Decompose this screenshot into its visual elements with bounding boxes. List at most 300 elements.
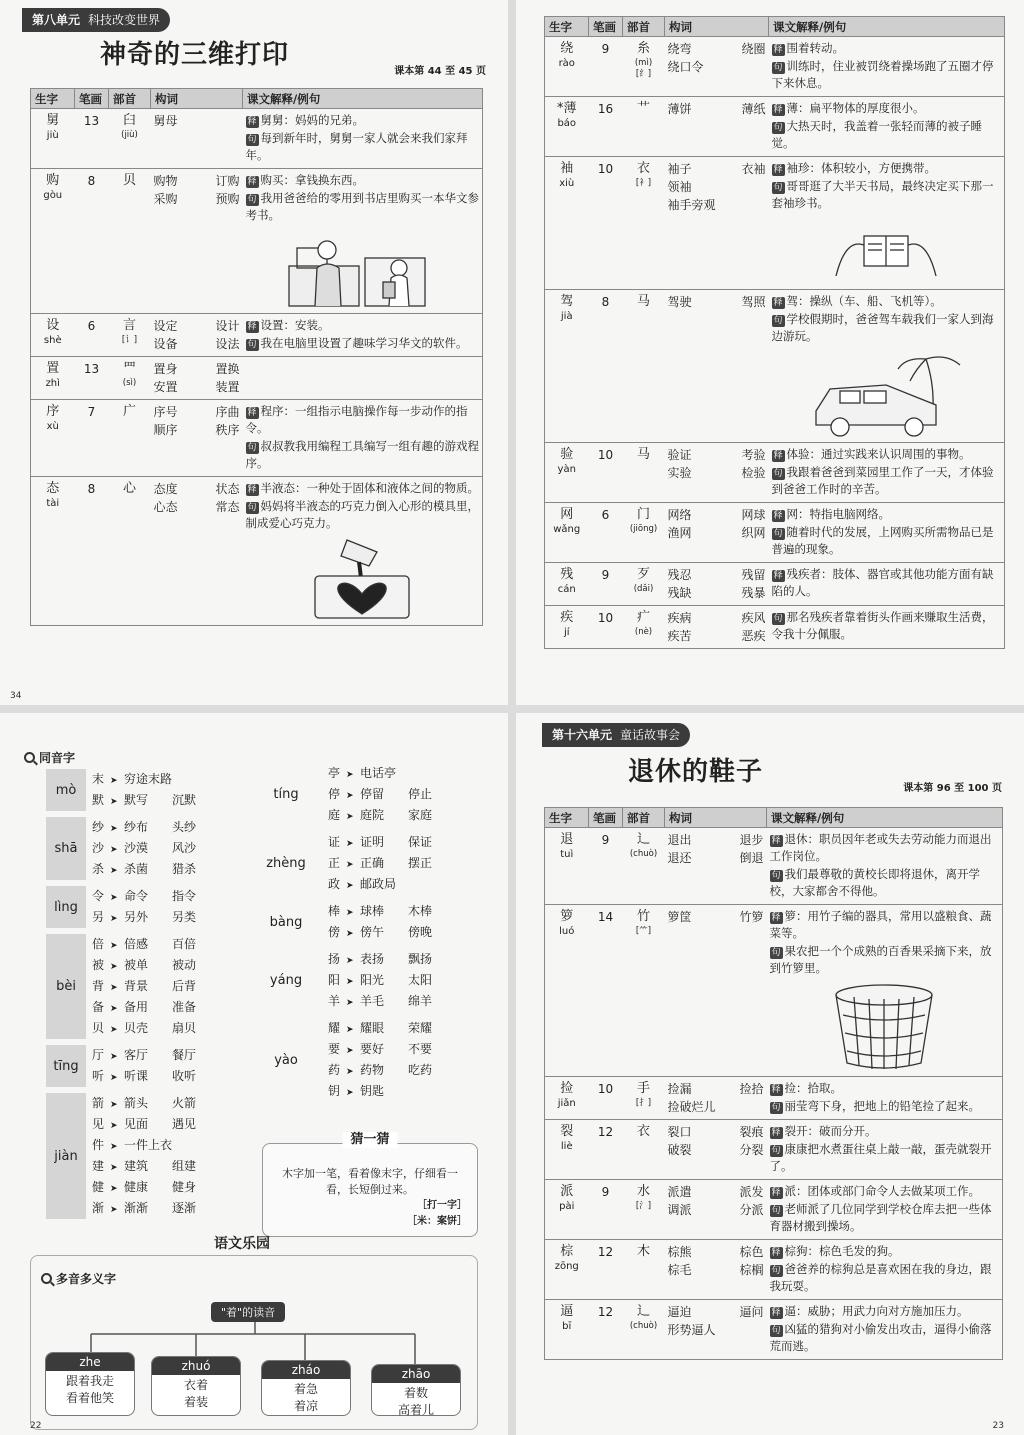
stroke-count: 10 [589,1077,623,1120]
homophone-row: 渐 ➤ 渐渐 逐渐 [92,1198,220,1219]
homophone-row: 傍 ➤ 傍午 傍晚 [328,922,456,943]
definition-line: 句 老师派了几位同学到学校仓库去把一些体育器材搬到操场。 [769,1202,992,1233]
compound-words-cell [151,357,243,400]
page-left-bottom [0,713,508,1435]
definition-line: 释 舅舅：妈妈的兄弟。 [247,113,365,127]
compound-words-b: 衣袖 [741,162,766,176]
compound-words-a: 退出 退还 [667,833,692,865]
explanation-tag: 释 [771,1085,781,1095]
page-title: 神奇的三维打印 [100,40,290,70]
reading-words: 着数 高着儿 [397,1386,434,1417]
compound-words-b: 状态 常态 [215,482,240,514]
arrow-icon: ➤ [346,956,354,966]
compound-words-a: 购物 采购 [153,174,178,206]
character: 置 [46,361,60,376]
character: 购 [46,173,60,188]
explanation-tag: 释 [773,165,783,175]
homophone-group [250,901,456,943]
homophone-row: 证 ➤ 证明 保证 [328,832,456,853]
homophone-row: 听 ➤ 听课 收听 [92,1066,220,1087]
radical: 衣 [636,1124,650,1139]
compound-words-cell [665,828,767,905]
compound-words-b: 竹箩 [739,910,764,924]
radical-cell [623,828,665,905]
compound-words-a: 裂口 破裂 [667,1125,692,1157]
pocket-book-illustration [826,216,946,286]
character: 态 [46,481,60,496]
definition-line: 句 哥哥逛了大半天书局，最终决定买下那一套袖珍书。 [771,179,994,210]
compound-words-b: 序曲 秩序 [215,405,240,437]
compound-words-cell [665,1180,767,1240]
character-cell [545,290,589,443]
compound-words-a: 薄饼 [667,102,692,116]
radical: 马 [636,447,650,462]
arrow-icon: ➤ [346,908,354,918]
definition-cell [243,169,483,314]
column-header: 课文解释/例句 [767,808,1003,828]
table-row [31,314,483,357]
example-tag: 句 [771,871,781,881]
stroke-count: 8 [75,169,109,314]
character-cell [545,1120,589,1180]
homophone-row: 沙 ➤ 沙漠 风沙 [92,838,220,859]
reading-box [45,1352,135,1416]
table-row [545,1240,1003,1300]
arrow-icon: ➤ [346,1067,354,1077]
definition-cell [769,503,1005,563]
definition-line: 释 捡：拾取。 [771,1081,843,1095]
radical-cell [109,169,151,314]
definition-cell [767,905,1003,1077]
pinyin: luó [559,926,575,937]
search-icon [41,1273,52,1284]
radical-note: (sì) [122,378,137,388]
compound-words-b: 网球 织网 [741,508,766,540]
park-title: 语文乐园 [214,1236,270,1252]
radical: 手 [636,1081,650,1096]
homophone-pinyin: tīng [46,1045,86,1087]
arrow-icon: ➤ [110,1121,118,1131]
radical: 水 [636,1184,650,1199]
stroke-count: 12 [589,1240,623,1300]
definition-line: 释 逼：威胁；用武力向对方施加压力。 [771,1304,969,1318]
radical-note: [⺮] [635,926,652,936]
arrow-icon: ➤ [110,1205,118,1215]
unit-bar: 第十六单元 童话故事会 [542,723,690,747]
table-row [545,503,1005,563]
radical-note: (mì) [纟] [634,58,653,79]
character-cell [545,157,589,290]
radical: 糸 [636,41,650,56]
arrow-icon: ➤ [110,1052,118,1062]
definition-cell [243,477,483,626]
character-cell [31,314,75,357]
compound-words-b: 退步 倒退 [739,833,764,865]
arrow-icon: ➤ [110,1073,118,1083]
character: 序 [46,404,60,419]
character: 舅 [46,113,60,128]
homophone-row: 厅 ➤ 客厅 餐厅 [92,1045,220,1066]
compound-words-b: 疾风 恶疾 [741,611,766,643]
radical-cell [109,400,151,477]
compound-words-b: 捡拾 [739,1082,764,1096]
pinyin: zōng [554,1261,579,1272]
definition-cell [767,1180,1003,1240]
arrow-icon: ➤ [346,881,354,891]
definition-line: 句 丽莹弯下身，把地上的铅笔捡了起来。 [771,1099,981,1113]
definition-cell [769,97,1005,157]
definition-line: 释 派：团体或部门命令人去做某项工作。 [771,1184,981,1198]
riddle-answer: ［米：案饼］ [407,1216,467,1227]
example-tag: 句 [771,1146,781,1156]
stroke-count: 10 [589,606,623,649]
column-header: 部首 [623,17,665,37]
radical: 罒 [122,361,136,376]
definition-line: 释 体验：通过实践来认识周围的事物。 [773,447,971,461]
compound-words-a: 设定 设备 [153,319,178,351]
example-tag: 句 [771,1206,781,1216]
compound-words-b: 薄纸 [741,102,766,116]
definition-line: 句 训练时，住业被罚绕着操场跑了五圈才停下来休息。 [771,59,994,90]
stroke-count: 6 [589,503,623,563]
definition-line: 句 那名残疾者靠着街头作画来赚取生活费，令我十分佩服。 [771,610,994,641]
pinyin: pài [559,1201,575,1212]
definition-line: 释 半液态：一种处于固体和液体之间的物质。 [247,481,480,495]
character: 疾 [560,610,574,625]
definition-line: 释 网：特指电脑网络。 [773,507,891,521]
example-tag: 句 [247,195,257,205]
arrow-icon: ➤ [110,1100,118,1110]
radical-note: [扌] [635,1098,652,1108]
character-cell [31,477,75,626]
table-row [31,109,483,169]
table-header-row [31,89,483,109]
riddle-title: 猜一猜 [342,1132,397,1148]
compound-words-b: 残留 残暴 [741,568,766,600]
homophone-group [46,1045,220,1087]
compound-words-cell [151,400,243,477]
definition-cell [243,400,483,477]
explanation-tag: 释 [771,836,781,846]
reading-pinyin: zhuó [152,1357,240,1375]
textbook-ref: 课本第 96 至 100 页 [903,783,1002,794]
radical: 马 [636,294,650,309]
column-header: 生字 [31,89,75,109]
reading-words: 跟着我走 看着他笑 [65,1374,114,1405]
homophone-row: 杀 ➤ 杀菌 猎杀 [92,859,220,880]
stroke-count: 12 [589,1120,623,1180]
arrow-icon: ➤ [346,977,354,987]
character: 验 [560,447,574,462]
pinyin: yàn [557,464,576,475]
radical-note: [氵] [635,1201,652,1211]
homophone-pinyin: bàng [269,914,303,930]
definition-line: 释 驾：操纵（车、船、飞机等）。 [773,294,942,308]
compound-words-a: 残忍 残缺 [667,568,692,600]
radical: 木 [636,1244,650,1259]
definition-line: 句 康康把水煮蛋往桌上敲一敲，蛋壳就裂开了。 [769,1142,992,1173]
explanation-tag: 释 [771,913,781,923]
homophone-pinyin: zhèng [266,856,306,871]
example-tag: 句 [247,340,257,350]
definition-cell [769,563,1005,606]
pinyin: shè [43,335,62,346]
radical: 辶 [636,832,650,847]
example-tag: 句 [773,614,783,624]
pinyin: zhì [45,378,60,389]
explanation-tag: 释 [247,322,257,332]
homophone-group [46,934,220,1039]
shop-illustration [287,228,437,310]
compound-words-b: 考验 检验 [741,448,766,480]
definition-line: 句 我在电脑里设置了趣味学习华文的软件。 [247,336,468,350]
compound-words-a: 态度 心态 [153,482,178,514]
homophone-row: 羊 ➤ 羊毛 绵羊 [328,991,456,1012]
stroke-count: 13 [75,357,109,400]
radical-cell [109,357,151,400]
table-row [545,37,1005,97]
pinyin: liè [560,1141,573,1152]
stroke-count: 9 [589,828,623,905]
reading-words: 着急 着凉 [293,1382,318,1413]
arrow-icon: ➤ [346,860,354,870]
riddle-hint: ［打一字］ [417,1200,467,1211]
radical-note: (chuò) [629,1321,658,1331]
compound-words-cell [665,563,769,606]
table-row [545,1180,1003,1240]
table-row [31,169,483,314]
homophone-row: 令 ➤ 命令 指令 [92,886,220,907]
homophone-row: 见 ➤ 见面 遇见 [92,1114,220,1135]
definition-cell [769,443,1005,503]
search-icon [24,752,35,763]
compound-words-a: 派遣 调派 [667,1185,692,1217]
homophone-row: 被 ➤ 被单 被动 [92,955,220,976]
radical-cell [623,37,665,97]
explanation-tag: 释 [773,511,783,521]
character-cell [31,400,75,477]
compound-words-cell [151,314,243,357]
compound-words-a: 疾病 疾苦 [667,611,692,643]
explanation-tag: 释 [773,451,783,461]
compound-words-cell [665,905,767,1077]
character: 退 [560,832,574,847]
pinyin: rào [558,58,575,69]
column-header: 笔画 [589,808,623,828]
reading-pinyin: zhāo [372,1365,460,1383]
homophone-group [46,817,220,880]
pinyin: xiù [559,178,575,189]
arrow-icon: ➤ [110,1025,118,1035]
table-row [545,1120,1003,1180]
radical: 辶 [636,1304,650,1319]
homophone-row: 健 ➤ 健康 健身 [92,1177,220,1198]
homophone-group [46,886,220,928]
stroke-count: 14 [589,905,623,1077]
definition-line: 释 退休：职员因年老或失去劳动能力而退出工作岗位。 [769,832,992,863]
vocab-table [544,807,1003,1360]
radical-cell [109,477,151,626]
compound-words-cell [151,109,243,169]
example-tag: 句 [773,123,783,133]
compound-words-cell [665,1120,767,1180]
riddle-text: 木字加一笔，看着像末字，仔细看一看，长短倒过来。 [282,1167,458,1196]
pinyin: jià [560,311,573,322]
reading-box [151,1356,241,1416]
homophone-group [46,769,220,811]
definition-cell [243,314,483,357]
radical-cell [623,290,665,443]
column-header: 生字 [545,17,589,37]
radical-cell [623,157,665,290]
definition-line: 句 爸爸养的棕狗总是喜欢困在我的身边，跟我玩耍。 [769,1262,992,1293]
unit-bar: 第八单元 科技改变世界 [22,8,170,32]
chocolate-pouring-illustration [307,536,417,622]
bamboo-basket-illustration [829,981,939,1073]
definition-line: 释 箩：用竹子编的器具，常用以盛粮食、蔬菜等。 [769,909,992,940]
radical: 竹 [636,909,650,924]
radical-cell [623,1300,665,1360]
definition-cell [767,1300,1003,1360]
table-header-row [545,808,1003,828]
definition-cell [767,1120,1003,1180]
radical-cell [623,1180,665,1240]
definition-line: 释 程序：一组指示电脑操作每一步动作的指令。 [245,404,468,435]
homophone-pinyin: bèi [46,934,86,1039]
character-cell [31,357,75,400]
definition-line: 句 凶猛的猎狗对小偷发出攻击，逼得小偷落荒而逃。 [769,1322,992,1353]
arrow-icon: ➤ [346,791,354,801]
homophone-row: 扬 ➤ 表扬 飘扬 [328,949,456,970]
character-cell [545,606,589,649]
character: 棕 [560,1244,574,1259]
explanation-tag: 释 [771,1128,781,1138]
radical: 门 [636,507,650,522]
example-tag: 句 [773,469,783,479]
explanation-tag: 释 [247,177,257,187]
radical-cell [109,314,151,357]
character: *薄 [556,101,577,116]
homophone-group [250,1018,456,1102]
character: 驾 [560,294,574,309]
homophone-row: 另 ➤ 另外 另类 [92,907,220,928]
table-row [545,157,1005,290]
compound-words-cell [151,477,243,626]
definition-line: 句 果农把一个个成熟的百香果采摘下来，放到竹箩里。 [769,944,992,975]
example-tag: 句 [773,316,783,326]
compound-words-b: 棕色 棕榈 [739,1245,764,1277]
compound-words-a: 绕弯 绕口令 [667,42,704,74]
compound-words-cell [665,97,769,157]
homophone-pinyin: shā [46,817,86,880]
character-cell [545,828,589,905]
stroke-count: 8 [75,477,109,626]
explanation-tag: 释 [771,1188,781,1198]
column-header: 构词 [151,89,243,109]
radical: 歹 [636,567,650,582]
character-cell [545,905,589,1077]
character-cell [545,1240,589,1300]
stroke-count: 7 [75,400,109,477]
radical-cell [623,503,665,563]
definition-line: 释 购买：拿钱换东西。 [247,173,365,187]
radical-note: (dǎi) [633,584,654,594]
stroke-count: 16 [589,97,623,157]
compound-words-cell [665,290,769,443]
arrow-icon: ➤ [110,1184,118,1194]
explanation-tag: 释 [771,1248,781,1258]
homophone-row: 末 ➤ 穷途末路 [92,769,220,790]
character-cell [31,169,75,314]
radical-cell [623,606,665,649]
definition-cell [769,290,1005,443]
compound-words-a: 网络 渔网 [667,508,692,540]
explanation-tag: 释 [773,105,783,115]
radical: 艹 [636,101,650,116]
reading-pinyin: zháo [262,1361,350,1379]
table-row [545,563,1005,606]
table-row [545,290,1005,443]
character-cell [545,443,589,503]
example-tag: 句 [247,135,257,145]
homophone-row: 棒 ➤ 球棒 木棒 [328,901,456,922]
page-number: 23 [992,1421,1004,1431]
explanation-tag: 释 [773,45,783,55]
stroke-count: 6 [75,314,109,357]
character: 残 [560,567,574,582]
homophone-row: 倍 ➤ 倍感 百倍 [92,934,220,955]
homophone-pinyin: tíng [273,787,299,802]
page-left-top [0,0,508,705]
definition-cell [769,37,1005,97]
column-header: 构词 [665,17,769,37]
character-cell [545,563,589,606]
arrow-icon: ➤ [110,941,118,951]
arrow-icon: ➤ [110,845,118,855]
pinyin: jí [563,627,570,638]
column-header: 课文解释/例句 [243,89,483,109]
arrow-icon: ➤ [346,839,354,849]
table-row [545,1077,1003,1120]
textbook-ref: 课本第 44 至 45 页 [394,66,486,77]
table-row [31,357,483,400]
arrow-icon: ➤ [110,866,118,876]
compound-words-a: 袖子 领袖 袖手旁观 [667,162,716,212]
definition-line: 句 随着时代的发展，上网购买所需物品已是普遍的现象。 [771,525,994,556]
explanation-tag: 释 [247,117,257,127]
example-tag: 句 [773,529,783,539]
page-number: 22 [30,1421,42,1431]
definition-line: 释 袖珍：体积较小，方便携带。 [773,161,937,175]
definition-cell [767,1240,1003,1300]
table-row [545,606,1005,649]
radical: 疒 [636,610,650,625]
compound-words-a: 棕熊 棕毛 [667,1245,692,1277]
arrow-icon: ➤ [110,1142,118,1152]
compound-words-a: 序号 顺序 [153,405,178,437]
radical-cell [623,97,665,157]
definition-line: 句 我跟着爸爸到菜园里工作了一天，才体验到爸爸工作时的辛苦。 [771,465,994,496]
radical: 衣 [636,161,650,176]
arrow-icon: ➤ [346,770,354,780]
homophone-pinyin: yáng [269,973,303,988]
pinyin: gòu [43,190,63,201]
table-row [31,477,483,626]
table-row [545,905,1003,1077]
homophone-group [250,763,456,826]
homophone-row: 建 ➤ 建筑 组建 [92,1156,220,1177]
definition-line: 释 裂开：破而分开。 [771,1124,877,1138]
